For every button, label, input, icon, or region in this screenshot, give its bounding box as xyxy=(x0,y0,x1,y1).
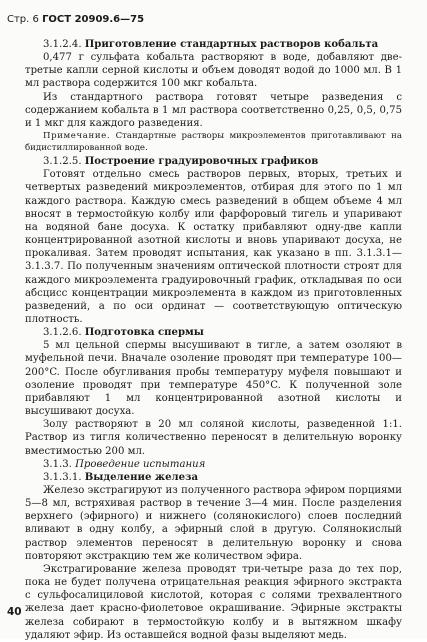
page-number: 40 xyxy=(7,606,22,618)
section-heading-3-1-3-1: 3.1.3.1. Выделение железа xyxy=(43,471,199,483)
section-heading-3-1-2-6: 3.1.2.6. Подготовка спермы xyxy=(43,327,204,339)
section-heading-3-1-2-5: 3.1.2.5. Построение градуировочных графиков xyxy=(43,156,319,168)
paragraph: Готовят отдельно смесь растворов первых, вторых, третьих и четвертых разведений микроэлементов, отбирая для этого по 1 мл каждого раствора. Каждую смесь разведений в общем объеме 4 мл вносят в термостойкую колбу или фарфоровый тигель и упаривают на водяной бане досуха. К остатку прибавляют одну-две капли концентрированной азотной кислоты и вновь упаривают досуха, не прокаливая. Затем проводят испытания, как указано в пп. 3.1.3.1—3.1.3.7. По полученным значениям оптической плотности строят для каждого микроэлемента градуировочный график, откладывая по оси абсцисс концентрации микроэлемента в каждом из приготовленных разведений, а по оси ординат — соответствующую оптическую плотность. xyxy=(25,169,402,325)
page-label: Стр. 6 xyxy=(7,14,39,25)
running-header xyxy=(7,14,402,26)
section-heading-3-1-2-4: 3.1.2.4. Приготовление стандартных растворов кобальта xyxy=(43,39,379,50)
note-text: Стандартные растворы микроэлементов приготавливают на бидистиллированной воде. xyxy=(25,131,402,153)
section-heading-3-1-3: 3.1.3. Проведение испытания xyxy=(43,458,206,470)
paragraph: Экстрагирование железа проводят три-четыре раза до тех пор, пока не будет получена отрицательная реакция эфирного экстракта с сульфосалициловой кислотой, которая с солями трехвалентного железа дает красно-фиолетовое окрашивание. Эфирные экстракты железа собирают в термостойкую колбу и в вытяжном шкафу удаляют эфир. Из оставшейся водной фазы выделяют медь. xyxy=(25,563,402,641)
note xyxy=(25,131,402,154)
standard-code: ГОСТ 20909.6—75 xyxy=(42,14,145,25)
note-label: Примечание. xyxy=(43,131,111,142)
paragraph: Железо экстрагируют из полученного раствора эфиром порциями 5—8 мл, встряхивая раствор в течение 3—4 мин. После разделения верхнего (эфирного) и нижнего (солянокислого) слоев последний вливают в одну колбу, а эфирный слой в другую. Солянокислый раствор элементов переносят в делительную воронку и снова повторяют экстракцию тем же количеством эфира. xyxy=(25,485,402,562)
paragraph: 5 мл цельной спермы высушивают в тигле, а затем озоляют в муфельной печи. Вначале озоление проводят при температуре 100—200°C. После обугливания пробы температуру муфеля повышают и озоление проводят при температуре 450°C. К полученной золе прибавляют 1 мл концентрированной азотной кислоты и высушивают досуха. xyxy=(25,340,402,418)
paragraph: Из стандартного раствора готовят четыре разведения с содержанием кобальта в 1 мл раствора соответственно 0,25, 0,5, 0,75 и 1 мкг для каждого разведения. xyxy=(25,91,402,129)
paragraph: Золу растворяют в 20 мл соляной кислоты, разведенной 1:1. Раствор из тигля количественно переносят в делительную воронку вместимостью 200 мл. xyxy=(25,419,402,457)
paragraph: 0,477 г сульфата кобальта растворяют в воде, добавляют две-третые капли серной кислоты и объем доводят водой до 1000 мл. В 1 мл раствора содержится 100 мкг кобальта. xyxy=(25,52,402,90)
